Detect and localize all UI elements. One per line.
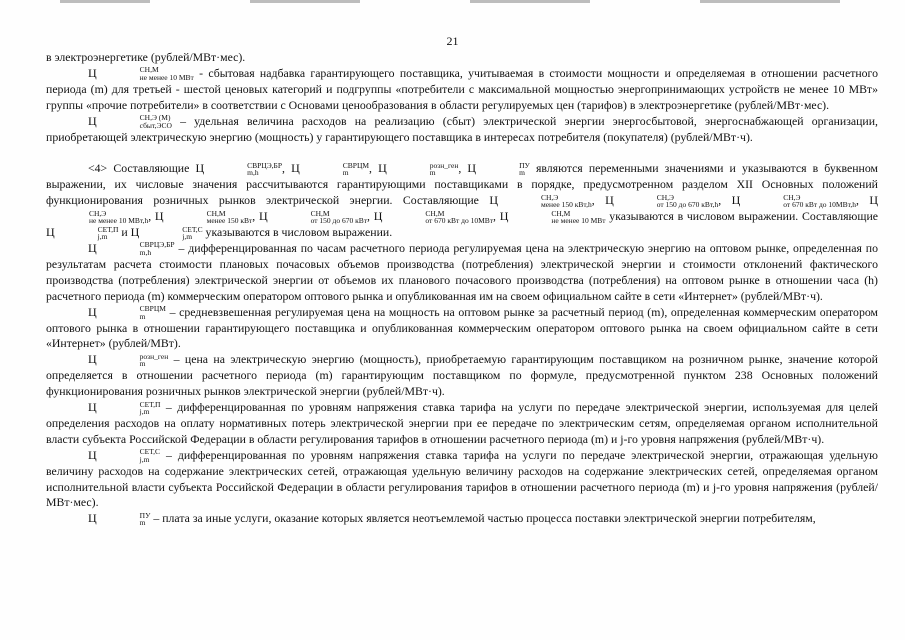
paragraph-definition-capacity-price: Ц СВРЦМ m – средневзвешенная регулируемая цена на мощность на оптовом рынке за расчетный период (m), определенная коммерческим оператором оптового рынка в отношении гарантирующего поставщика и опубликованная коммерческим оператором оптового рынка на своем официальном сайте в сети «Интернет» (рублей/МВт). bbox=[46, 304, 878, 351]
definition-text: – дифференцированная по уровням напряжения ставка тарифа на услуги по передаче электрической энергии, отражающая удельную величину расходов на содержание электрических сетей, отражающая удельную величину расходов на содержание электрических сетей, определяемая органом исполнительной власти субъекта Российской Федерации в области регулирования тарифов в отношении расчетного периода (m) и j-го уровня напряжения (рублей/МВт·мес). bbox=[46, 447, 878, 510]
scan-edge-mark bbox=[470, 0, 590, 3]
symbol-indices: СЕТ,С j,m bbox=[182, 224, 203, 242]
symbol-c: Ц bbox=[88, 65, 97, 80]
note-text-2: указываются в числовом выражении. Составляющие bbox=[609, 209, 878, 224]
symbol-indices: СЕТ,С j,m bbox=[139, 447, 160, 464]
paragraph-definition-other-services: Ц ПУ m – плата за иные услуги, оказание которых является неотъемлемой частью процесса поставки электрической энергии потребителям, bbox=[88, 510, 816, 528]
symbol-indices: СН,Э не менее 10 МВт,h bbox=[89, 208, 149, 226]
paragraph-definition-energy-price: Ц СВРЦЭ,БР m,h – дифференцированная по часам расчетного периода регулируемая цена на электрическую энергию на оптовом рынке, определенная по результатам расчета стоимости плановых почасовых объемов производства (потребления) электрической энергии и стоимости отклонений фактического производства (потребления) электрической энергии от объемов их планового почасового производства (потребления) на оптовом рынке в отношении часа (h) расчетного периода (m) коммерческим оператором оптового рынка и опубликованная им на своем официальном сайте в сети «Интернет» (рублей/МВт·ч). bbox=[46, 240, 878, 303]
paragraph-definition-sales-markup bbox=[46, 66, 878, 114]
scan-edge-mark bbox=[250, 0, 360, 3]
symbol-indices: СН,Э (М) сбыт,ЭСО bbox=[139, 113, 172, 130]
symbol-indices: СН,М от 670 кВт до 10МВт bbox=[425, 208, 494, 226]
symbol-indices: розн_ген m bbox=[429, 160, 459, 178]
definition-text: – удельная величина расходов на реализацию (сбыт) электрической энергии энергосбытовой, энергоснабжающей организации, приобретающей электрическую энергию (мощность) у гарантирующего поставщика в интересах потребителя (покупателя) (рублей/МВт·ч). bbox=[46, 113, 878, 144]
conjunction: и bbox=[121, 225, 128, 240]
paragraph-definition-network-tariff: Ц СЕТ,С j,m – дифференцированная по уровням напряжения ставка тарифа на услуги по передаче электрической энергии, отражающая удельную величину расходов на содержание электрических сетей, отражающая удельную величину расходов на содержание электрических сетей, определяемая органом исполнительной власти субъекта Российской Федерации в области регулирования тарифов в отношении расчетного периода (m) и j-го уровня напряжения (рублей/МВт·мес). bbox=[46, 447, 878, 510]
symbol-indices: СН,Э менее 150 кВт,h bbox=[540, 192, 592, 210]
symbol-indices: СЕТ,П j,m bbox=[139, 399, 161, 417]
note-text-3: указываются в числовом выражении. bbox=[205, 225, 393, 240]
symbol-c: Ц bbox=[88, 113, 97, 128]
symbol-indices: СН,Э от 670 кВт до 10МВт,h bbox=[783, 192, 856, 210]
paragraph-definition-sales-cost bbox=[46, 114, 878, 146]
symbol-indices: розн_ген m bbox=[139, 351, 169, 369]
definition-text: – плата за иные услуги, оказание которых является неотъемлемой частью процесса поставки электрической энергии потребителям, bbox=[153, 511, 816, 526]
paragraph-note-4: <4> Составляющие Ц СВРЦЭ,БР m,h , Ц СВРЦМ m , Ц розн_ген m , Ц ПУ m являются переменными значениями и указываются в буквенном выражении, их числовые значения рассчитываются гарантирующими поставщиками в порядке, предусмотренном разделом XII Основных положений функционирования розничных рынков электрической энергии. Составляющие Ц СН,Э менее 150 кВт,h , Ц СН,Э от 150 до 670 кВт,h , Ц СН,Э от 670 кВт до 10МВт,h , Ц СН,Э не менее 10 МВт,h , Ц СН,М менее 150 кВт , Ц СН,М от 150 до 670 кВт , Ц СН,М от 670 кВт до 10МВт , Ц СН,М не менее 10 МВт указываются в числовом выражении. Составляющие Ц СЕТ,П j,m и Ц СЕТ,С j,m указываются в числовом выражении. bbox=[46, 160, 878, 242]
note-lead: <4> Составляющие bbox=[88, 161, 190, 176]
symbol-indices: СН,М менее 150 кВт bbox=[206, 208, 253, 226]
symbol-indices: СН,Э от 150 до 670 кВт,h bbox=[656, 192, 719, 210]
symbol-indices: СВРЦМ m bbox=[342, 160, 370, 178]
page-number: 21 bbox=[446, 34, 459, 48]
symbol-indices: СН,М от 150 до 670 кВт bbox=[310, 208, 368, 226]
note-text-1: являются переменными значениями и указываются в буквенном выражении, их числовые значения рассчитываются гарантирующими поставщиками в порядке, предусмотренном разделом XII Основных положений функционирования розничных рынков электрической энергии. Составляющие bbox=[46, 161, 878, 208]
scan-edge-mark bbox=[700, 0, 840, 3]
symbol-indices: СЕТ,П j,m bbox=[97, 224, 119, 242]
symbol-indices: ПУ m bbox=[139, 510, 151, 528]
paragraph-intro: в электроэнергетике (рублей/МВт·мес). bbox=[46, 50, 246, 64]
symbol-indices: ПУ m bbox=[519, 160, 530, 178]
definition-text: – дифференцированная по часам расчетного периода регулируемая цена на электрическую энергию на оптовом рынке, определенная по результатам расчета стоимости плановых почасовых объемов производства (потребления) электрической энергии и стоимости отклонений фактического производства (потребления) электрической энергии от объемов их планового почасового производства (потребления) на оптовом рынке в отношении часа (h) расчетного периода (m) коммерческим оператором оптового рынка и опубликованная им на своем официальном сайте в сети «Интернет» (рублей/МВт·ч). bbox=[46, 240, 878, 303]
symbol-indices: СВРЦЭ,БР m,h bbox=[139, 240, 175, 257]
paragraph-definition-retail-price: Ц розн_ген m – цена на электрическую энергию (мощность), приобретаемую гарантирующим поставщиком на розничном рынке, значение которой определяется в отношении расчетного периода (m) гарантирующим поставщиком по формуле, предусмотренной пунктом 238 Основных положений функционирования розничных рынков электрической энергии (рублей/МВт·ч). bbox=[46, 351, 878, 399]
symbol-indices: СН,М не менее 10 МВт bbox=[551, 208, 606, 226]
document-body bbox=[46, 50, 878, 527]
scan-edge-mark bbox=[60, 0, 150, 3]
symbol-indices: СВРЦЭ,БР m,h bbox=[247, 160, 283, 178]
definition-text: – цена на электрическую энергию (мощность), приобретаемую гарантирующим поставщиком на розничном рынке, значение которой определяется в отношении расчетного периода (m) гарантирующим поставщиком по формуле, предусмотренной пунктом 238 Основных положений функционирования розничных рынков электрической энергии (рублей/МВт·ч). bbox=[46, 352, 878, 399]
paragraph-definition-loss-tariff: Ц СЕТ,П j,m – дифференцированная по уровням напряжения ставка тарифа на услуги по передаче электрической энергии, используемая для целей определения расходов на оплату нормативных потерь электрической энергии при ее передаче по электрическим сетям, определяемая органом исполнительной власти субъекта Российской Федерации в области регулирования тарифов в отношении расчетного периода (m) и j-го уровня напряжения (рублей/МВт·ч). bbox=[46, 399, 878, 446]
symbol-indices: СВРЦМ m bbox=[139, 304, 166, 321]
definition-text: – дифференцированная по уровням напряжения ставка тарифа на услуги по передаче электрической энергии, используемая для целей определения расходов на оплату нормативных потерь электрической энергии при ее передаче по электрическим сетям, определяемая органом исполнительной власти субъекта Российской Федерации в области регулирования тарифов в отношении расчетного периода (m) и j-го уровня напряжения (рублей/МВт·ч). bbox=[46, 400, 878, 446]
definition-text: – средневзвешенная регулируемая цена на мощность на оптовом рынке за расчетный период (m), определенная коммерческим оператором оптового рынка в отношении гарантирующего поставщика и опубликованная коммерческим оператором оптового рынка на своем официальном сайте в сети «Интернет» (рублей/МВт). bbox=[46, 304, 878, 351]
definition-text: - сбытовая надбавка гарантирующего поставщика, учитываемая в стоимости мощности и определяемая в отношении расчетного периода (m) для третьей - шестой ценовых категорий и подгруппы «потребители с максимальной мощностью энергопринимающих устройств не менее 10 МВт» группы «прочие потребители» в соответствии с Основами ценообразования в области регулируемых цен (тарифов) в электроэнергетике (рублей/МВт·мес). bbox=[46, 65, 878, 112]
symbol-indices: СН,М не менее 10 МВт bbox=[139, 65, 194, 82]
